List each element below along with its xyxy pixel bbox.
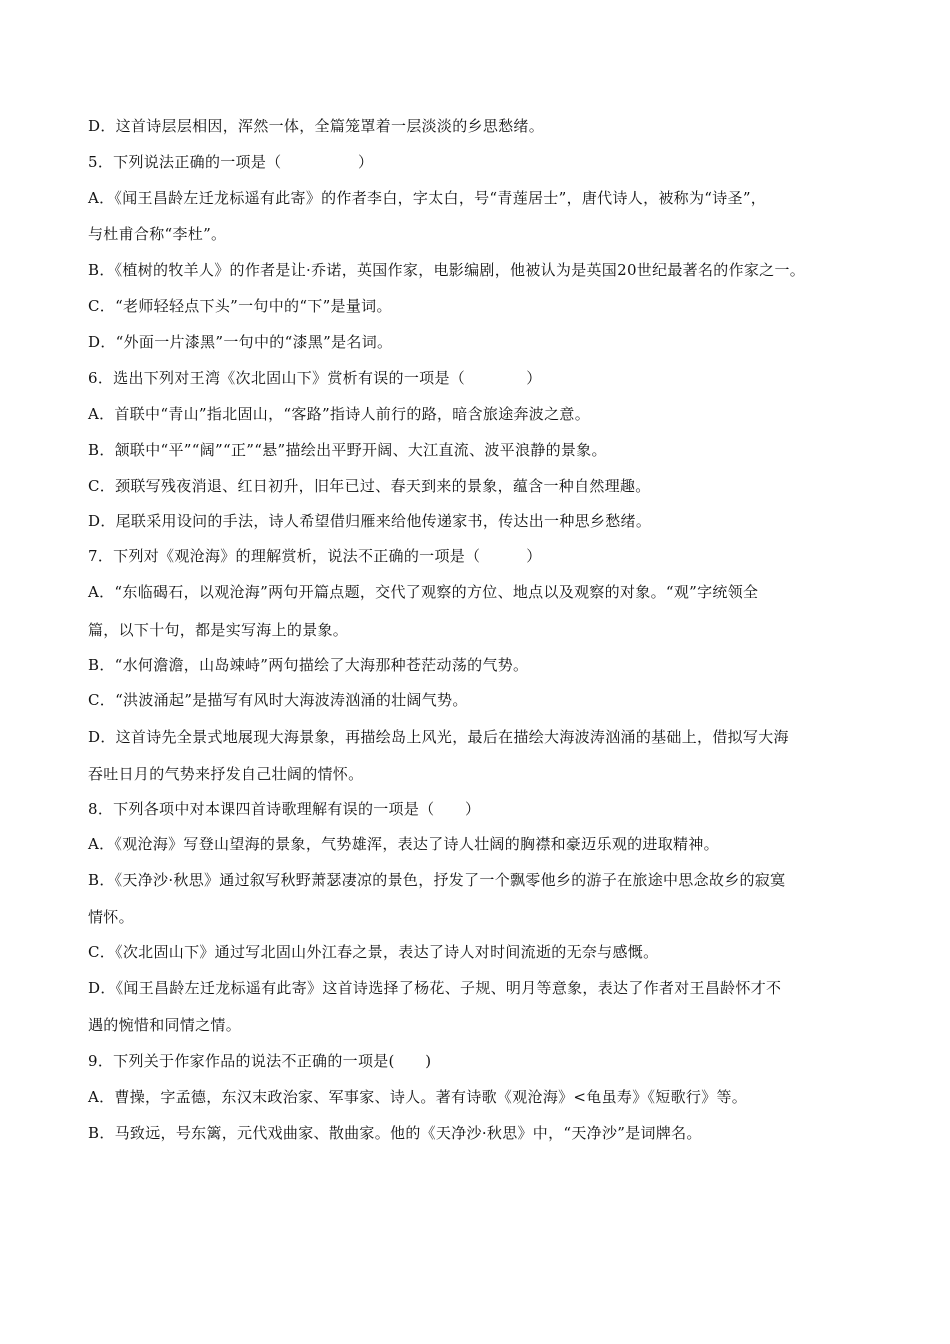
q5-option-c: C．“老师轻轻点下头”一句中的“下”是量词。 — [88, 297, 392, 315]
q8-option-d-cont: 遇的惋惜和同情之情。 — [88, 1016, 242, 1034]
q5-option-a-cont: 与杜甫合称“李杜”。 — [88, 225, 227, 243]
q8-option-c: C．《次北固山下》通过写北固山外江春之景，表达了诗人对时间流逝的无奈与感慨。 — [88, 943, 659, 961]
q6-option-d: D．尾联采用设问的手法，诗人希望借归雁来给他传递家书，传达出一种思乡愁绪。 — [88, 512, 652, 530]
q7-option-a-cont: 篇，以下十句，都是实写海上的景象。 — [88, 621, 349, 639]
q6-option-a: A．首联中“青山”指北固山，“客路”指诗人前行的路，暗含旅途奔波之意。 — [88, 405, 591, 423]
q7-stem: 7．下列对《观沧海》的理解赏析，说法不正确的一项是（ ） — [88, 547, 542, 565]
q6-stem: 6．选出下列对王湾《次北固山下》赏析有误的一项是（ ） — [88, 369, 542, 387]
q6-option-c: C．颈联写残夜消退、红日初升，旧年已过、春天到来的景象，蕴含一种自然理趣。 — [88, 477, 651, 495]
q8-option-b-cont: 情怀。 — [88, 908, 134, 926]
q9-stem: 9．下列关于作家作品的说法不正确的一项是( ) — [88, 1052, 432, 1070]
q5-stem: 5．下列说法正确的一项是（ ） — [88, 153, 374, 171]
q5-option-d: D．“外面一片漆黑”一句中的“漆黑”是名词。 — [88, 333, 393, 351]
q7-option-c: C．“洪波涌起”是描写有风时大海波涛汹涌的壮阔气势。 — [88, 691, 468, 709]
q8-option-a: A．《观沧海》写登山望海的景象，气势雄浑，表达了诗人壮阔的胸襟和豪迈乐观的进取精神。 — [88, 835, 719, 853]
q5-option-a: A．《闻王昌龄左迁龙标遥有此寄》的作者李白，字太白，号“青莲居士”，唐代诗人，被称为“诗圣”， — [88, 189, 767, 207]
q8-option-d: D．《闻王昌龄左迁龙标遥有此寄》这首诗选择了杨花、子规、明月等意象，表达了作者对王昌龄怀才不 — [88, 979, 782, 997]
q7-option-d-cont: 吞吐日月的气势来抒发自己壮阔的情怀。 — [88, 765, 364, 783]
q7-option-b: B．“水何澹澹，山岛竦峙”两句描绘了大海那种苍茫动荡的气势。 — [88, 656, 529, 674]
q8-option-b: B．《天净沙·秋思》通过叙写秋野萧瑟凄凉的景色，抒发了一个飘零他乡的游子在旅途中思念故乡的寂寞 — [88, 871, 786, 889]
q5-option-b: B．《植树的牧羊人》的作者是让·乔诺，英国作家，电影编剧，他被认为是英国20世纪最著名的作家之一。 — [88, 261, 806, 279]
q7-option-a: A．“东临碣石，以观沧海”两句开篇点题，交代了观察的方位、地点以及观察的对象。“观”字统领全 — [88, 583, 759, 601]
q8-stem: 8．下列各项中对本课四首诗歌理解有误的一项是（ ） — [88, 800, 481, 818]
q9-option-b: B．马致远，号东篱，元代戏曲家、散曲家。他的《天净沙·秋思》中，“天净沙”是词牌名。 — [88, 1124, 702, 1142]
q7-option-d: D．这首诗先全景式地展现大海景象，再描绘岛上风光，最后在描绘大海波涛汹涌的基础上，借拟写大海 — [88, 728, 789, 746]
q4-option-d: D．这首诗层层相因，浑然一体，全篇笼罩着一层淡淡的乡思愁绪。 — [88, 117, 545, 135]
q6-option-b: B．颔联中“平”“阔”“正”“悬”描绘出平野开阔、大江直流、波平浪静的景象。 — [88, 441, 607, 459]
q9-option-a: A．曹操，字孟德，东汉末政治家、军事家、诗人。著有诗歌《观沧海》<龟虽寿》《短歌行》等。 — [88, 1088, 748, 1106]
